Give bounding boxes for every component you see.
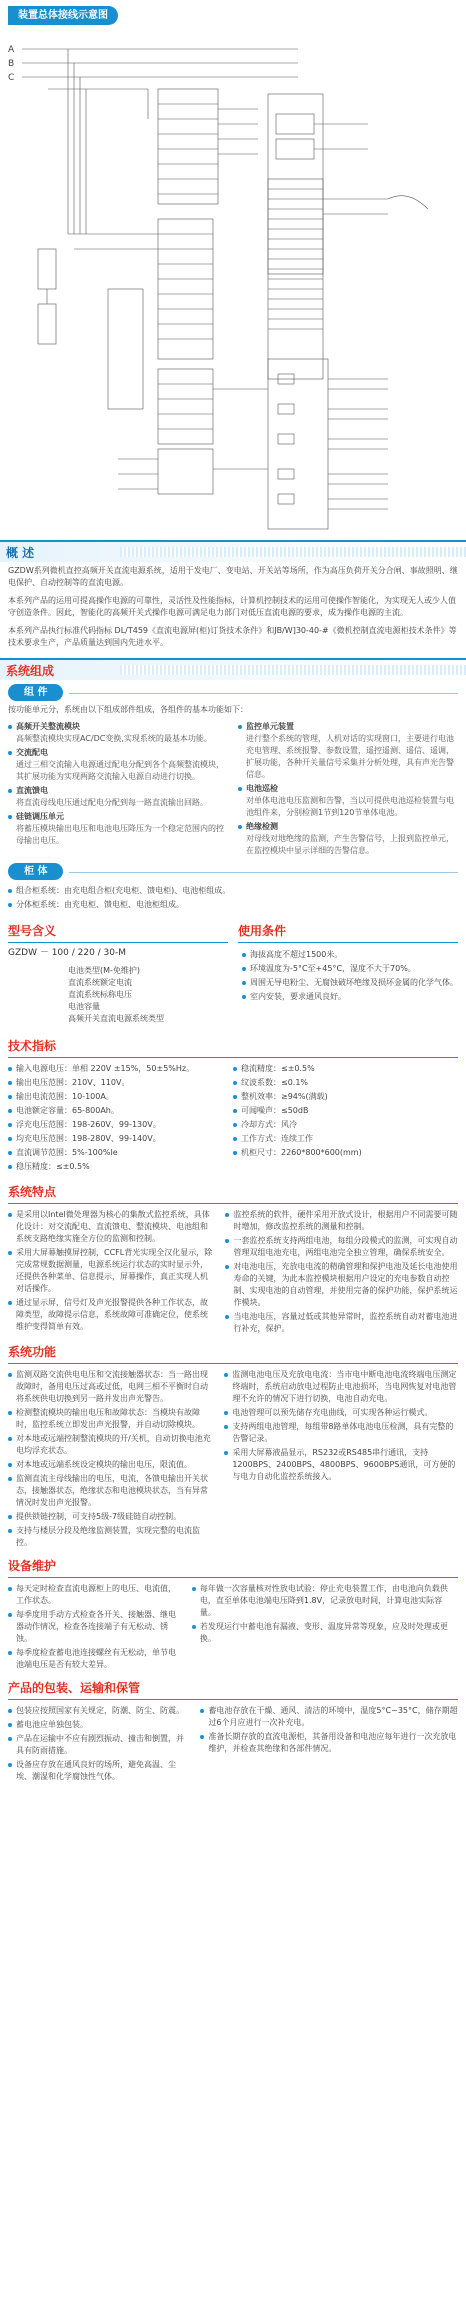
spec-item: 浮充电压范围：198-260V、99-130V。 [8,1119,233,1131]
model-header-row [0,920,466,943]
function-item: 监测双路交流供电电压和交流接触器状态：当一路出现故障时，备用电压过高或过低，电网三相不平衡时自动将系统供电切换到另一路并发出声光警告。 [8,1369,214,1405]
component-item [238,783,458,819]
function-item: 检测整流模块的输出电压和故障状态：当模块有故障时，监控系统立即发出声光报警，并自动切除模块。 [8,1407,214,1431]
packaging-item: 蓄电池应单独包装。 [8,1719,190,1731]
spec-item: 稳流精度：≤±0.5% [233,1063,458,1075]
component-desc: 高频整流模块实现AC/DC变换,实现系统的最基本功能。 [16,734,212,743]
model-code: GZDW － 100 / 220 / 30-M [8,948,127,958]
component-desc: 将蓄压模块输出电压和电池电压降压为一个稳定范围内的控母输出电压。 [16,824,224,845]
phase-a: A [8,45,15,55]
spec-item: 工作方式：连续工作 [233,1133,458,1145]
feature-item: 监控系统的软件，硬件采用开放式设计，根据用户不同需要可随时增加，修改监控系统的测量和控制。 [225,1209,458,1233]
overview-title: 概 述 [6,546,35,560]
feature-item: 一套监控系统支持两组电池，每组分段模式的监测，可实现自动管理双组电池充电，两组电池完全独立管理，确保系统安全。 [225,1235,458,1259]
model-title: 型号含义 [8,924,57,938]
phase-c: C [8,73,15,83]
model-meaning-item: 直流系统标称电压 [68,989,132,999]
banner-stripe [120,665,466,675]
components-columns [0,719,466,859]
cabinet-pill: 柜 体 [8,863,63,880]
wiring-diagram [8,29,458,534]
features-right [225,1207,458,1337]
cabinet-list [8,885,458,911]
function-item: 监测直流主母线输出的电压，电流，各馈电输出开关状态，接触器状态，绝缘状态和电池模块状态，当有异常情况时发出声光报警。 [8,1473,214,1509]
component-desc: 将直流母线电压通过配电分配到每一路直流输出回路。 [16,798,208,807]
model-meaning-item: 电池类型(M-免维护) [68,965,141,975]
component-item [8,747,228,783]
component-heading: 绝缘检测 [246,822,278,831]
component-heading: 高频开关整流模块 [16,722,80,731]
feature-item: 是采用以Intel微处理器为核心的集散式监控系统，具体化设计：对交流配电、直流馈电、整流模块、电池组和系统支路绝缘实施全方位的监测和控制。 [8,1209,215,1245]
function-item: 对本地或远端系统设定模块的输出电压，限流值。 [8,1459,214,1471]
maintenance-item: 每季度检查蓄电池连接螺丝有无松动，单节电池端电压是否有较大差异。 [8,1647,182,1671]
component-heading: 监控单元装置 [246,722,294,731]
component-desc: 进行整个系统的管理，人机对话的实现窗口，主要进行电池充电管理、系统报警、参数设置，遥控遥测、遥信、遥调，扩展功能，各种开关量信号采集并分析处理，具有声光告警信息。 [246,734,454,779]
spec-item: 输出电流范围：10-100A。 [8,1091,233,1103]
divider [69,872,458,873]
overview-p2: 本系列产品的运用可提高操作电源的可靠性，灵活性及性能指标，计算机控制技术的运用可使操作智能化，为实现无人或少人值守创造条件。因此，智能化的高频开关式操作电源可满足电力部门对低压直流电源的要求，成为操作电源的主流。 [8,596,456,617]
maintenance-left [8,1581,182,1673]
spec-item: 稳压精度：≤±0.5% [8,1161,233,1173]
cabinet-pill-row [0,859,466,880]
function-item: 采用大屏幕液晶显示，RS232或RS485串行通讯，支持1200BPS、2400BPS、4800BPS、9600BPS通讯，可方便的与电力自动化监控系统接入。 [224,1447,458,1483]
spec-item: 可闻噪声：≤50dB [233,1105,458,1117]
component-item [238,821,458,857]
feature-item: 通过显示屏，信号灯及声光报警提供各种工作状态，故障类型，故障提示信息，系统故障可准确定位，使系统维护变得简单有效。 [8,1297,215,1333]
components-pill-row [0,680,466,701]
spec-item: 电池额定容量：65-800Ah。 [8,1105,233,1117]
model-body [0,943,466,1029]
spec-left [8,1061,233,1175]
condition-item: 室内安装，要求通风良好。 [242,991,458,1003]
cabinet-item: 组合柜系统：由充电组合柜(充电柜、馈电柜)、电池柜组成。 [8,885,458,897]
spec-title: 技术指标 [8,1038,57,1053]
packaging-item: 产品在运输中不应有剧烈振动、撞击和倒置，并具有防雨措施。 [8,1733,190,1757]
condition-item: 海拔高度不超过1500米。 [242,949,458,961]
function-item: 支持与楼层分段及绝缘监测装置，实现完整的电流监控。 [8,1525,214,1549]
divider [69,693,458,694]
component-item [238,721,458,781]
component-item [8,785,228,809]
composition-banner [0,658,466,680]
component-desc: 对母线对地绝缘的监测，产生告警信号，上报到监控单元，在监控模块中显示详细的告警信息。 [246,834,454,855]
model-meaning [8,943,232,1029]
maintenance-right [192,1581,458,1673]
functions-left [8,1367,214,1551]
components-left [8,719,228,859]
packaging-right [200,1703,458,1785]
packaging-body [0,1700,466,1785]
wiring-diagram-svg [8,29,458,534]
component-heading: 硅链调压单元 [16,812,64,821]
banner-stripe [120,547,466,557]
feature-item: 当电池电压，容量过低或其他异常时，监控系统自动对蓄电池进行补充，保护。 [225,1311,458,1335]
diagram-tag: 装置总体接线示意图 [8,6,118,25]
functions-body [0,1364,466,1551]
phase-b: B [8,59,15,69]
component-item [8,721,228,745]
component-heading: 电池巡检 [246,784,278,793]
maintenance-title: 设备维护 [8,1558,57,1573]
condition-item: 周围无导电粉尘、无腐蚀破坏绝缘及损坏金属的化学气体。 [242,977,458,989]
component-heading: 直流馈电 [16,786,48,795]
feature-item: 采用大屏幕触摸屏控制，CCFL背光实现全汉化显示，除完成常规数据测量，电源系统运行状态的实时显示外，还提供各种菜单、信息提示，屏幕操作，真正实现人机对话操作。 [8,1247,215,1295]
cabinet-item: 分体柜系统：由充电柜、馈电柜、电池柜组成。 [8,899,458,911]
maintenance-item: 若发现运行中蓄电池有漏液、变形、温度异常等现象，应及时处理或更换。 [192,1621,458,1645]
condition-item: 环境温度为-5°C至+45°C，湿度不大于70%。 [242,963,458,975]
maintenance-item: 每季度用手动方式检查各开关、接触器、继电器动作情况，检查各连接端子有无松动、锈蚀。 [8,1609,182,1645]
spec-item: 整机效率：≥94%(满载) [233,1091,458,1103]
spec-item: 纹波系数：≤0.1% [233,1077,458,1089]
spec-item: 输出电压范围：210V、110V。 [8,1077,233,1089]
function-item: 监测电池电压及充放电电流：当市电中断电池电流终端电压测定终端时，系统启动放电过程防止电池损坏，当电网恢复对电池管理不允许的情况下进行切换，电池自动充电。 [224,1369,458,1405]
overview-p3: 本系列产品执行标准代码指标 DL/T459《直流电源屏(柜)订货技术条件》和JB/W]30-40-#《微机控制直流电源柜技术条件》等技术要求生产，产品质量达到国内先进水平。 [8,626,457,647]
component-item [8,811,228,847]
maintenance-body [0,1578,466,1673]
component-desc: 对单体电池电压监测和告警，当以可提供电池巡检装置与电池组件来，分别检测1节到120节单体电池。 [246,796,454,817]
functions-title: 系统功能 [8,1344,57,1359]
composition-intro: 按功能单元分，系统由以下组成部件组成，各组件的基本功能如下： [8,705,248,714]
components-right [238,719,458,859]
overview-p1: GZDW系列微机直控高频开关直流电源系统，适用于发电厂、变电站、开关站等场所，作为高压负荷开关分合闸、事故照明、继电保护、自动控制等的直流电源。 [8,566,458,587]
overview-banner [0,540,466,562]
function-item: 支持两组电池管理，每组带8路单体电池电压检测，具有完整的告警记录。 [224,1421,458,1445]
spec-item: 输入电源电压：单相 220V ±15%，50±5%Hz。 [8,1063,233,1075]
function-item: 对本地或远端控制整流模块的开/关机，自动切换电池充电均浮充状态。 [8,1433,214,1457]
conditions-title: 使用条件 [238,924,287,938]
packaging-item: 包装应按照国家有关规定，防潮、防尘、防震。 [8,1705,190,1717]
packaging-item: 准备长期存放的直流电源柜，其备用设备和电池应每年进行一次充放电维护，并检查其绝缘和各部件情况。 [200,1731,458,1755]
features-left [8,1207,215,1337]
component-heading: 交流配电 [16,748,48,757]
functions-right [224,1367,458,1551]
conditions-list [242,949,458,1003]
model-meaning-item: 电池容量 [68,1001,100,1011]
spec-item: 直流调节范围：5%-100%Ie [8,1147,233,1159]
spec-item: 机柜尺寸：2260*800*600(mm) [233,1147,458,1159]
model-meaning-item: 高频开关直流电源系统类型 [68,1013,164,1023]
maintenance-item: 每年做一次容量核对性放电试验：停止充电装置工作，由电池向负载供电，直至单体电池端电压降到1.8V，记录放电时间，计算电池实际容量。 [192,1583,458,1619]
packaging-item: 蓄电池存放在干燥、通风、清洁的环境中，温度5°C~35°C，储存期超过6个月应进行一次补充电。 [200,1705,458,1729]
maintenance-item: 每天定时检查直流电源柜上的电压、电流值，工作状态。 [8,1583,182,1607]
spec-right [233,1061,458,1175]
function-item: 提供锁链控制，可支持5级-7级硅链自动控制。 [8,1511,214,1523]
feature-item: 对电池电压，充放电电流的精确管理和保护电池及延长电池使用寿命的关键，为此本监控模块根据用户设定的充电参数自动控制、实现电池的自动管理，并使用完备的保护功能，保护系统运作模块。 [225,1261,458,1309]
composition-title: 系统组成 [6,664,55,678]
packaging-left [8,1703,190,1785]
packaging-item: 设备应存放在通风良好的场所，避免高温、尘埃、潮湿和化学腐蚀性气体。 [8,1759,190,1783]
spec-item: 均充电压范围：198-280V、99-140V。 [8,1133,233,1145]
features-body [0,1204,466,1337]
packaging-title: 产品的包装、运输和保管 [8,1680,141,1695]
model-meaning-item: 直流系统额定电流 [68,977,132,987]
features-title: 系统特点 [8,1184,57,1199]
component-desc: 通过三相交流输入电源通过配电分配到各个高频整流模块，其扩展功能为实现两路交流输入电源自动进行切换。 [16,760,224,781]
function-item: 电池管理可以预先储存充电曲线，可实现各种运行模式。 [224,1407,458,1419]
spec-item: 冷却方式：风冷 [233,1119,458,1131]
components-pill: 组 件 [8,684,63,701]
spec-body [0,1058,466,1175]
